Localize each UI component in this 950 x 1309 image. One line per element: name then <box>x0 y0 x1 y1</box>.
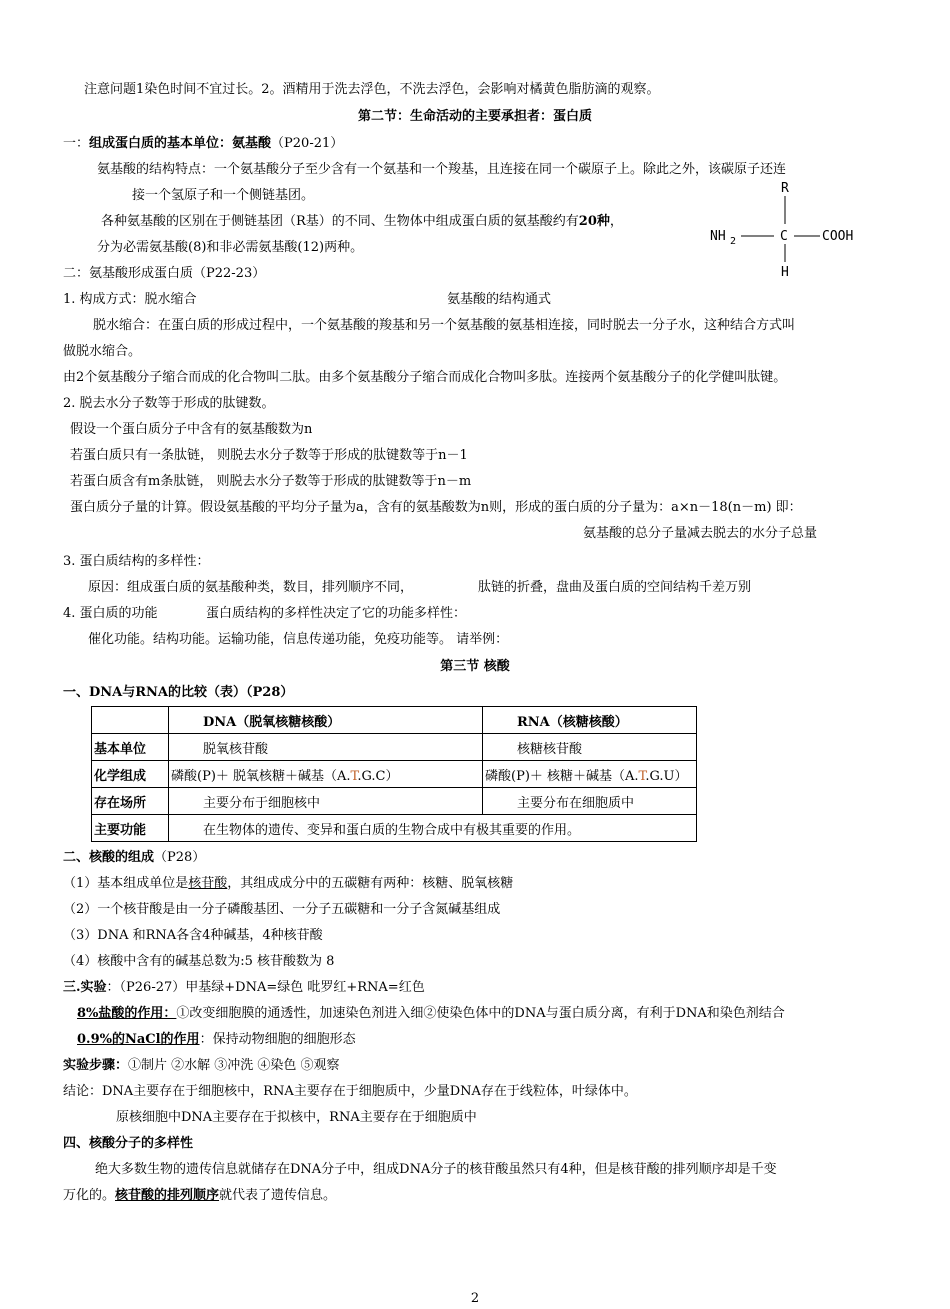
one-chain-line: 若蛋白质只有一条肽链， 则脱去水分子数等于形成的肽键数等于n－1 <box>70 448 468 463</box>
rna-composition-end: .G.U） <box>645 768 688 784</box>
formula-h: H <box>781 265 789 280</box>
table-row <box>92 761 697 788</box>
rna-composition: 磷酸(P)＋ 核糖＋碱基（A. <box>485 768 639 784</box>
formula-caption: 氨基酸的结构通式 <box>447 292 552 307</box>
mass-calc-line: 蛋白质分子量的计算。假设氨基酸的平均分子量为a，含有的氨基酸数为n则，形成的蛋白质的分子量为：a×n－18(n－m) 即： <box>70 500 802 515</box>
difference-line-2: 分为必需氨基酸(8)和非必需氨基酸(12)两种。 <box>97 240 364 255</box>
rna-cell: 核糖核苷酸 <box>483 734 697 761</box>
heading-text: 二、核酸的组成 <box>63 850 155 865</box>
section3-heading-1: 一、DNA与RNA的比较（表）（P28） <box>63 685 294 700</box>
table-corner-cell <box>92 707 169 734</box>
diversity-line-1: 绝大多数生物的遗传信息就储存在DNA分子中，组成DNA分子的核苷酸虽然只有4种，但是核苷酸的排列顺序却是千变 <box>95 1162 777 1177</box>
formula-cooh: COOH <box>822 229 854 244</box>
nacl-line <box>77 1030 356 1050</box>
nacl-label: 0.9%的NaCl的作用 <box>77 1032 200 1047</box>
rna-cell: 主要分布在细胞质中 <box>483 788 697 815</box>
table-header-rna: RNA（核糖核酸） <box>483 707 697 734</box>
difference-comma: ， <box>609 214 623 229</box>
page-number: 2 <box>470 1291 480 1306</box>
section3-title: 第三节 核酸 <box>440 659 510 674</box>
heading-number: 一： <box>63 136 90 151</box>
row-label: 主要功能 <box>92 815 169 842</box>
peptide-line: 由2个氨基酸分子缩合而成的化合物叫二肽。由多个氨基酸分子缩合而成化合物叫多肽。连接两个氨基酸分子的化学健叫肽键。 <box>63 370 787 385</box>
formation-method: 1. 构成方式：脱水缩合 <box>63 292 197 307</box>
dna-rna-comparison-table <box>91 706 697 842</box>
difference-line-1 <box>101 212 623 232</box>
hcl-line <box>77 1004 785 1024</box>
table-row <box>92 734 697 761</box>
composition-text: （1）基本组成单位是 <box>63 876 189 891</box>
row-label: 存在场所 <box>92 788 169 815</box>
section3-heading-4: 四、核酸分子的多样性 <box>63 1136 194 1151</box>
nacl-text: ：保持动物细胞的细胞形态 <box>199 1032 356 1047</box>
point-3: 3. 蛋白质结构的多样性： <box>63 554 210 569</box>
dna-base-t: T <box>350 768 358 784</box>
table-row <box>92 815 697 842</box>
composition-2: （2）一个核苷酸是由一分子磷酸基团、一分子五碳糖和一分子含氮碱基组成 <box>63 902 501 917</box>
point-2: 2. 脱去水分子数等于形成的肽键数。 <box>63 396 275 411</box>
diversity-line-2 <box>63 1186 336 1206</box>
diversity-reason: 原因：组成蛋白质的氨基酸种类，数目，排列顺序不同， <box>88 580 414 595</box>
diversity-reason-b: 肽链的折叠，盘曲及蛋白质的空间结构千差万别 <box>478 580 752 595</box>
section2-heading-2: 二：氨基酸形成蛋白质（P22-23） <box>63 266 266 281</box>
experiment-line <box>63 978 425 998</box>
hcl-label: 8%盐酸的作用： <box>77 1006 177 1021</box>
dna-cell: 主要分布于细胞核中 <box>169 788 483 815</box>
composition-3: （3）DNA 和RNA各含4种碱基，4种核苷酸 <box>63 928 323 943</box>
formula-c: C <box>780 229 788 244</box>
heading-pages: （P20-21） <box>271 136 344 151</box>
formula-nh-subscript: 2 <box>730 236 737 247</box>
formula-nh: NH <box>710 229 726 244</box>
composition-4: （4）核酸中含有的碱基总数为:5 核苷酸数为 8 <box>63 954 335 969</box>
amino-acid-count: 20种 <box>578 214 610 229</box>
diversity-text: 万化的。 <box>63 1188 116 1203</box>
rna-cell <box>483 761 697 788</box>
steps-label: 实验步骤： <box>63 1058 129 1073</box>
diversity-text-end: 就代表了遗传信息。 <box>219 1188 337 1203</box>
assumption-line: 假设一个蛋白质分子中含有的氨基酸数为n <box>70 422 313 437</box>
formula-r: R <box>781 181 789 196</box>
experiment-label: 三.实验 <box>63 980 107 995</box>
amino-acid-structural-formula <box>708 180 878 280</box>
conclusion-line-1: 结论：DNA主要存在于细胞核中，RNA主要存在于细胞质中，少量DNA存在于线粒体，叶绿体中。 <box>63 1084 637 1099</box>
structure-feature-line-2: 接一个氢原子和一个侧链基团。 <box>132 188 315 203</box>
m-chain-line: 若蛋白质含有m条肽链， 则脱去水分子数等于形成的肽键数等于n－m <box>70 474 472 489</box>
experiment-text: ：（P26-27）甲基绿+DNA=绿色 吡罗红+RNA=红色 <box>106 980 425 995</box>
functions-line: 催化功能。结构功能。运输功能，信息传递功能，免疫功能等。 请举例： <box>88 632 509 647</box>
dna-cell: 脱氧核苷酸 <box>169 734 483 761</box>
difference-text: 各种氨基酸的区别在于侧链基团（R基）的不同、生物体中组成蛋白质的氨基酸约有 <box>101 214 579 229</box>
steps-line <box>63 1056 340 1076</box>
point-4: 4. 蛋白质的功能 <box>63 606 158 621</box>
composition-1 <box>63 874 513 894</box>
section3-heading-2 <box>63 848 205 868</box>
heading-text: 组成蛋白质的基本单位：氨基酸 <box>89 136 272 151</box>
dna-composition: 磷酸(P)＋ 脱氧核糖＋碱基（A. <box>171 768 351 784</box>
dna-composition-end: .G.C） <box>357 768 399 784</box>
steps-text: ①制片 ②水解 ③冲洗 ④染色 ⑤观察 <box>128 1058 340 1073</box>
row-label: 基本单位 <box>92 734 169 761</box>
composition-text-end: ，其组成成分中的五碳糖有两种：核糖、脱氧核糖 <box>227 876 514 891</box>
row-label: 化学组成 <box>92 761 169 788</box>
dehydration-line-1: 脱水缩合：在蛋白质的形成过程中，一个氨基酸的羧基和另一个氨基酸的氨基相连接，同时脱去一分子水，这种结合方式叫 <box>93 318 796 333</box>
dna-cell <box>169 761 483 788</box>
table-header-row <box>92 707 697 734</box>
structure-feature-line-1: 氨基酸的结构特点：一个氨基酸分子至少含有一个氨基和一个羧基，且连接在同一个碳原子上。除此之外，该碳原子还连 <box>97 162 787 177</box>
nucleotide-term: 核苷酸 <box>188 876 228 891</box>
function-cell: 在生物体的遗传、变异和蛋白质的生物合成中有极其重要的作用。 <box>169 815 697 842</box>
point-4-b: 蛋白质结构的多样性决定了它的功能多样性： <box>206 606 467 621</box>
section2-heading-1 <box>63 134 343 154</box>
conclusion-line-2: 原核细胞中DNA主要存在于拟核中，RNA主要存在于细胞质中 <box>116 1110 477 1125</box>
table-header-dna: DNA（脱氧核糖核酸） <box>169 707 483 734</box>
nucleotide-sequence-term: 核苷酸的排列顺序 <box>115 1188 220 1203</box>
dehydration-line-2: 做脱水缩合。 <box>63 344 142 359</box>
intro-note: 注意问题1染色时间不宜过长。2。酒精用于洗去浮色，不洗去浮色，会影响对橘黄色脂肪滴的观察。 <box>84 82 660 97</box>
rna-base-t: T <box>638 768 646 784</box>
mass-note-line: 氨基酸的总分子量减去脱去的水分子总量 <box>583 526 818 541</box>
table-row <box>92 788 697 815</box>
heading-pages: （P28） <box>154 850 206 865</box>
section2-title: 第二节：生命活动的主要承担者：蛋白质 <box>357 109 592 124</box>
hcl-text: ①改变细胞膜的通透性，加速染色剂进入细②使染色体中的DNA与蛋白质分离，有利于DNA和染色剂结合 <box>176 1006 785 1021</box>
